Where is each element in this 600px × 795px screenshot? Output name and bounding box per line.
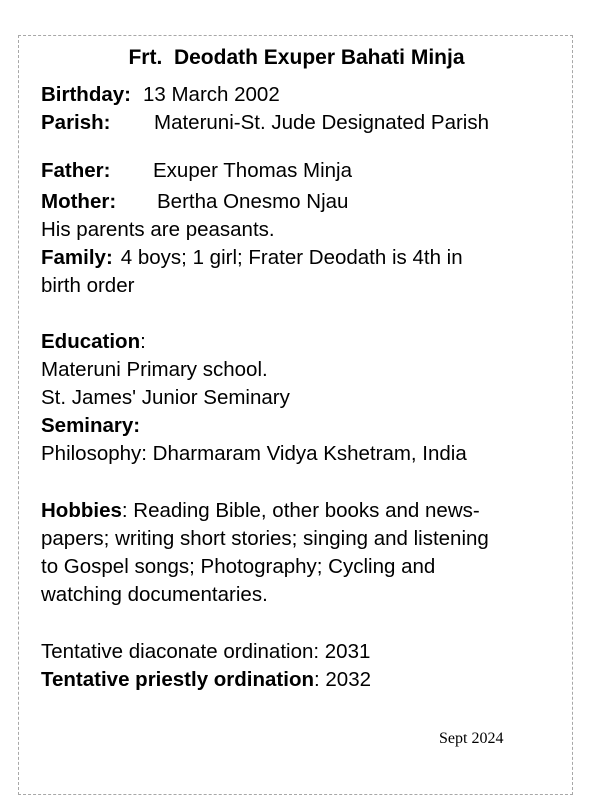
hobbies-row <box>41 499 480 523</box>
family-value-continued: birth order <box>41 274 135 297</box>
hobbies-text: : Reading Bible, other books and news- <box>121 499 480 522</box>
seminary-value: Philosophy: Dharmaram Vidya Kshetram, India <box>41 442 467 465</box>
hobbies-label: Hobbies <box>41 499 122 522</box>
education-label: Education <box>41 330 141 353</box>
profile-card <box>18 35 573 795</box>
hobbies-text: to Gospel songs; Photography; Cycling and <box>41 555 436 578</box>
family-row <box>41 246 463 270</box>
priestly-label: Tentative priestly ordination <box>41 668 314 691</box>
seminary-label: Seminary: <box>41 414 141 437</box>
education-item: Materuni Primary school. <box>41 358 268 381</box>
family-label: Family: <box>41 246 113 269</box>
birthday-label: Birthday: <box>41 83 131 106</box>
father-row <box>41 159 352 183</box>
document-date: Sept 2024 <box>439 730 504 747</box>
hobbies-text: papers; writing short stories; singing and listening <box>41 527 489 550</box>
mother-label: Mother: <box>41 190 117 213</box>
education-heading: Education: <box>41 330 146 353</box>
family-value: 4 boys; 1 girl; Frater Deodath is 4th in <box>120 246 463 269</box>
father-label: Father: <box>41 159 111 182</box>
parish-row <box>41 111 489 135</box>
diaconate-ordination: Tentative diaconate ordination: 2031 <box>41 640 371 663</box>
profile-title: Frt. Deodath Exuper Bahati Minja <box>128 46 465 69</box>
parents-note: His parents are peasants. <box>41 218 275 241</box>
priestly-value: : 2032 <box>314 668 371 691</box>
priestly-ordination <box>41 668 371 692</box>
father-value: Exuper Thomas Minja <box>153 159 353 182</box>
birthday-row <box>41 83 280 107</box>
mother-value: Bertha Onesmo Njau <box>157 190 349 213</box>
hobbies-text: watching documentaries. <box>41 583 268 606</box>
birthday-value: 13 March 2002 <box>142 83 280 106</box>
parish-value: Materuni-St. Jude Designated Parish <box>154 111 490 134</box>
parish-label: Parish: <box>41 111 111 134</box>
education-item: St. James' Junior Seminary <box>41 386 290 409</box>
mother-row <box>41 190 348 214</box>
